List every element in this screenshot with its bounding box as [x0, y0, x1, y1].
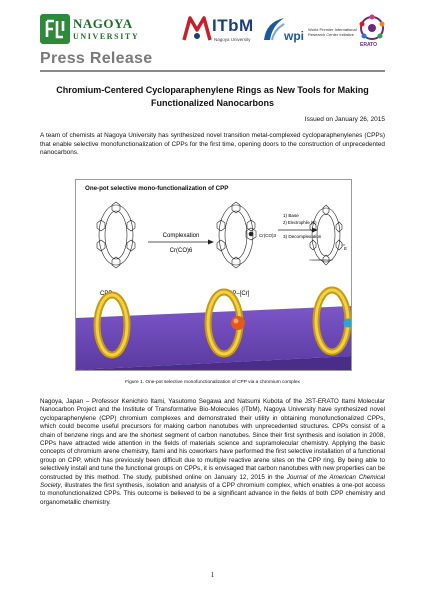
figure-illustration — [76, 180, 351, 370]
cr-co3-label: Cr(CO)3 — [259, 233, 276, 238]
erato-logo-icon — [358, 14, 386, 55]
figure-title: One-pot selective mono-functionalization of CPP — [85, 185, 229, 192]
chromium-sphere-highlight — [234, 319, 239, 324]
label-cpp-cr: CPP–[Cr] — [224, 291, 250, 297]
chromium-sphere — [231, 316, 245, 330]
figure-1 — [75, 179, 352, 371]
wpi-logo-icon — [262, 16, 286, 47]
body-part2: , illustrates the first synthesis, isolation and analysis of a CPP chromium complex, which enables a one-pot access to monofunctionalized CPPs. This outcome is believed to be a significant advance in the fields of both CPP chemistry and organometallic chemistry. — [40, 482, 385, 506]
step2-line1: 1) Base — [283, 213, 299, 218]
itbm-logo-icon — [182, 14, 212, 47]
issued-date: Issued on January 26, 2015 — [304, 116, 385, 123]
body-part1: Nagoya, Japan – Professor Kenichiro Itami, Yasutomo Segawa and Natsumi Kubota of the JST-ERATO Itami Molecular Nanocarbon Project and the Institute of Transformative Bio-Molecules (ITbM), Nagoya University have synthesized novel cycloparaphenylene (CPP) chromium complexes and demonstrated their utility in obtaining monofunctionalized CPPs, which could become useful precursors for making carbon nanotubes with unprecedented structures. CPPs consist of a chain of benzene rings and are the shortest segment of carbon nanotubes. Since their first synthesis and isolation in 2008, CPPs have attracted wide attention in the fields of materials science and supramolecular chemistry. Applying the basic concepts of chromium arene chemistry, Itami and his coworkers have performed the first selective installation of a functional group on CPP, which has previously been difficult due to multiple reactive arene sites on the CPP ring. By being able to selectively install and tune the functional groups on CPPs, it is envisaged that carbon nanotubes with new properties can be constructed by this method. The study, published online on January 12, 2015 in the — [40, 398, 385, 481]
label-cpp: CPP — [100, 291, 113, 297]
step2-line3: 3) Decomplexation — [283, 234, 322, 239]
page-number: 1 — [210, 571, 215, 579]
body-paragraph — [40, 398, 385, 507]
arrow-complexation — [148, 240, 214, 245]
step1-reagent: Cr(CO)6 — [169, 248, 193, 254]
nagoya-line2: UNIVERSITY — [73, 32, 140, 41]
step2-line2: 2) Electrophile (E) — [283, 220, 317, 225]
e-label: E — [344, 246, 348, 251]
itbm-wordmark: ITbM — [212, 16, 254, 35]
itbm-subtitle: Nagoya University — [214, 37, 251, 42]
header-divider — [40, 70, 385, 72]
wpi-wordmark: wpi — [284, 29, 304, 43]
intro-paragraph: A team of chemists at Nagoya University has synthesized novel transition metal-complexed cycloparaphenylenes (CPPs) that enable selective monofunctionalization of CPPs for the first time, opening doors to the construction of unprecedented nanocarbons. — [40, 132, 385, 157]
figure-caption: Figure 1. One-pot selective monofunctionalization of CPP via a chromium complex — [125, 380, 300, 385]
cpp-molecule — [97, 202, 135, 268]
nagoya-university-logo-icon — [40, 14, 70, 44]
press-release-heading: Press Release — [40, 50, 153, 67]
cpp-cr-molecule — [217, 202, 256, 268]
journal-name: Journal of the American Chemical Society — [40, 473, 386, 490]
nagoya-line1: NAGOYA — [73, 16, 133, 31]
header-logos — [40, 14, 385, 52]
step1-label: Complexation — [162, 233, 200, 239]
wpi-subtitle: World Premier International Research Center Initiative — [308, 27, 357, 37]
article-title: Chromium-Centered Cycloparaphenylene Rings as New Tools for Making Functionalized Nanocarbons — [56, 85, 369, 108]
erato-wordmark: ERATO — [360, 42, 378, 48]
nagoya-university-wordmark — [73, 17, 139, 41]
